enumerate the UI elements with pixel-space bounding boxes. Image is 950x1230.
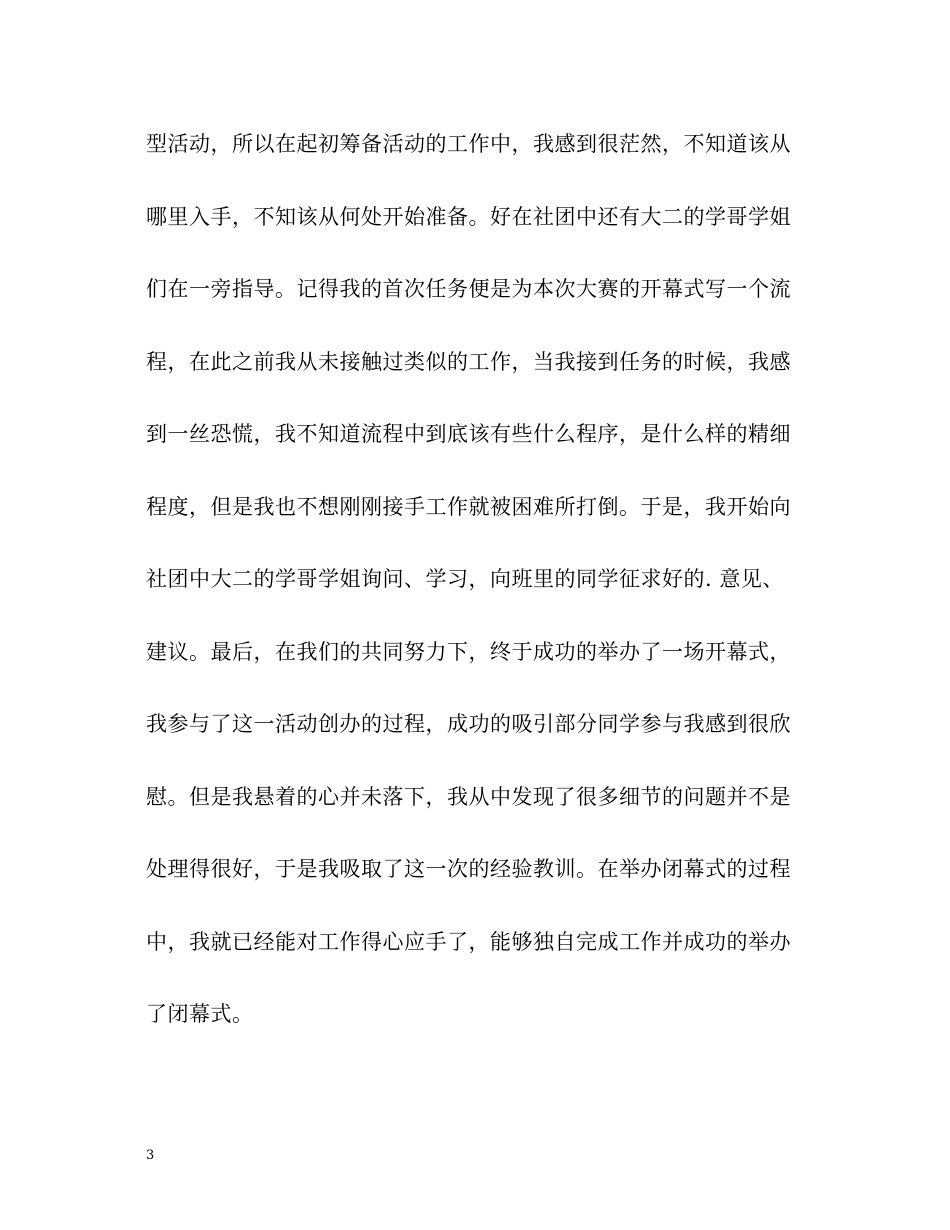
- text-line: 建议。最后，在我们的共同努力下，终于成功的举办了一场开幕式，: [146, 639, 791, 664]
- text-line: 程度，但是我也不想刚刚接手工作就被困难所打倒。于是，我开始向: [146, 494, 791, 519]
- text-line: 慰。但是我悬着的心并未落下，我从中发现了很多细节的问题并不是: [146, 784, 791, 809]
- text-line: 我参与了这一活动创办的过程，成功的吸引部分同学参与我感到很欣: [146, 712, 791, 736]
- text-line: 们在一旁指导。记得我的首次任务便是为本次大赛的开幕式写一个流: [146, 277, 791, 301]
- text-line: 了闭幕式。: [146, 1002, 254, 1026]
- page-number: 3: [146, 1148, 155, 1163]
- text-line: 到一丝恐慌，我不知道流程中到底该有些什么程序，是什么样的精细: [146, 422, 791, 446]
- text-line: 处理得很好，于是我吸取了这一次的经验教训。在举办闭幕式的过程: [146, 857, 791, 881]
- body-text: [146, 126, 806, 1069]
- text-line: 程，在此之前我从未接触过类似的工作，当我接到任务的时候，我感: [146, 349, 791, 374]
- text-line: 哪里入手，不知该从何处开始准备。好在社团中还有大二的学哥学姐: [146, 204, 791, 229]
- text-line: 社团中大二的学哥学姐询问、学习，向班里的同学征求好的. 意见、: [146, 567, 784, 591]
- text-line: 型活动，所以在起初筹备活动的工作中，我感到很茫然，不知道该从: [146, 132, 791, 156]
- text-line: 中，我就已经能对工作得心应手了，能够独自完成工作并成功的举办: [146, 929, 791, 954]
